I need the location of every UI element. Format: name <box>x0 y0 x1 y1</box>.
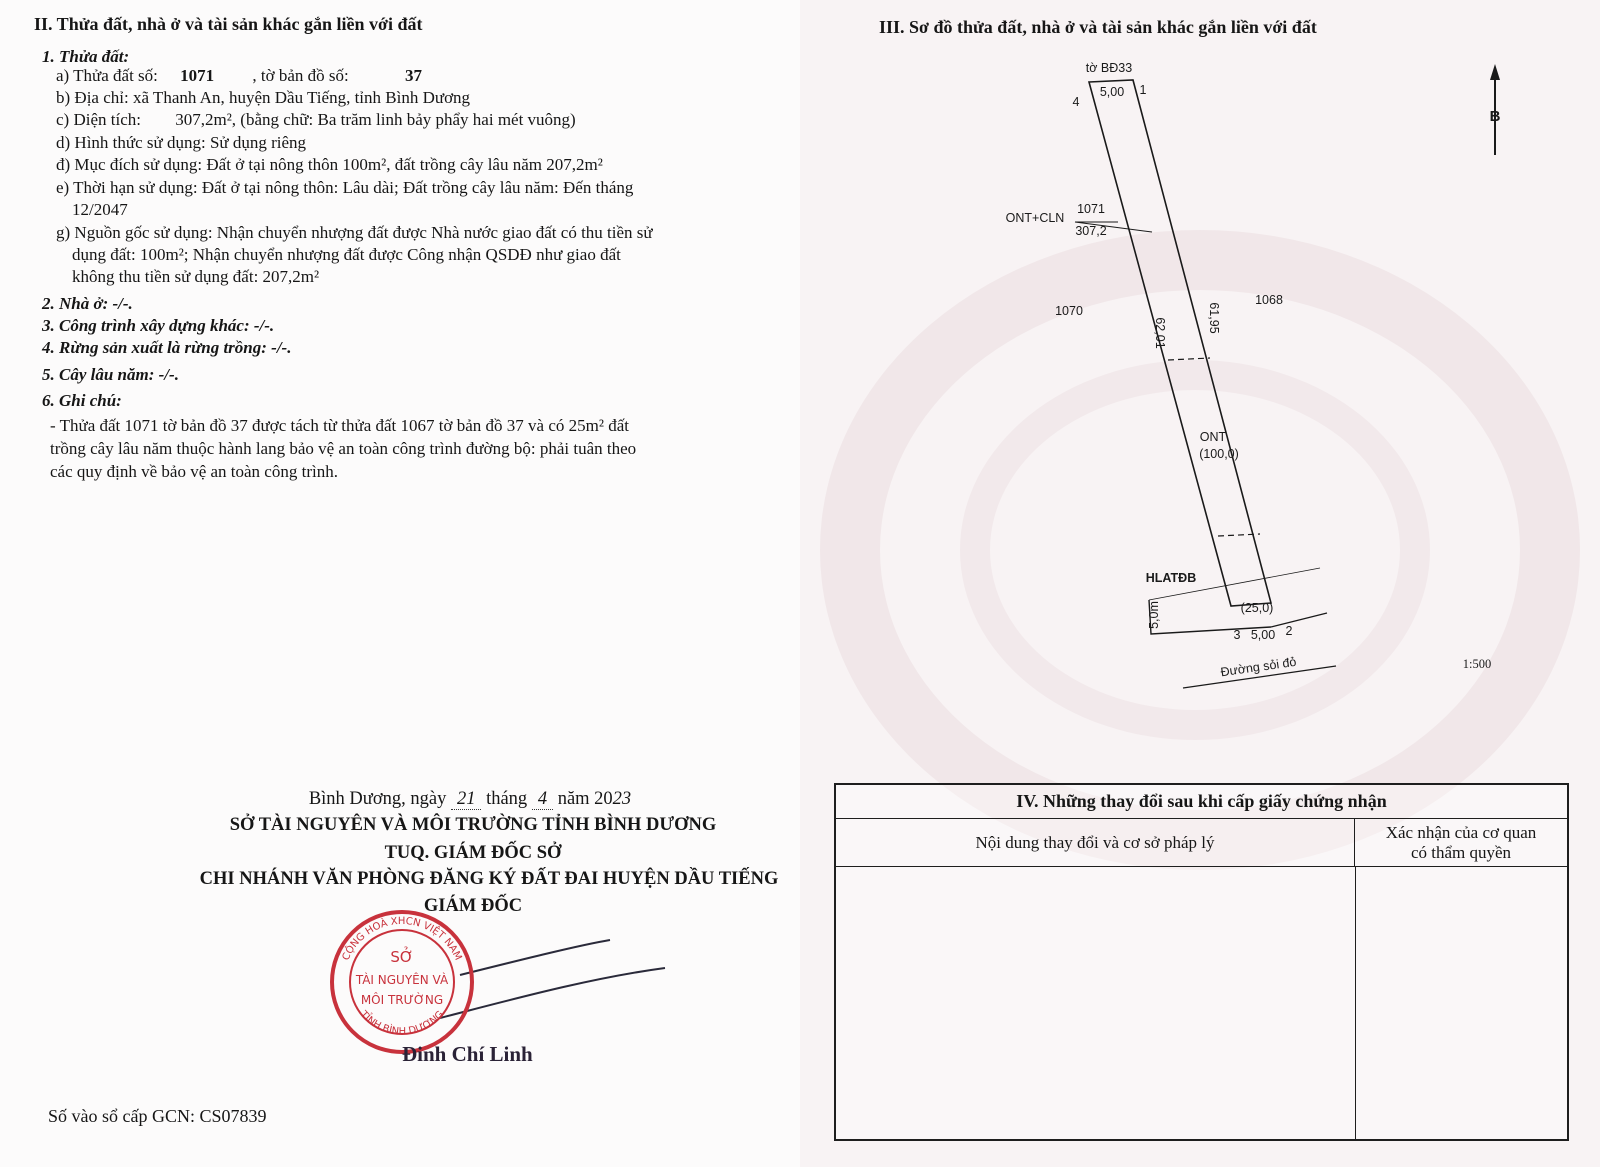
parcel-map <box>800 0 1600 700</box>
point-2-label: 2 <box>1285 624 1293 638</box>
seal-line-1: SỞ <box>390 948 414 966</box>
scale-label: 1:500 <box>1462 657 1492 671</box>
ont-area-label: (100,0) <box>1199 447 1239 461</box>
north-label: B <box>1489 108 1501 125</box>
date-month-label: tháng <box>486 789 528 809</box>
signer-name: Đinh Chí Linh <box>402 1042 533 1066</box>
signature-stroke-2 <box>440 968 665 1018</box>
ont-label: ONT <box>1199 430 1227 444</box>
road-label: Đường sỏi đỏ <box>1219 654 1298 680</box>
column-authority-confirmation <box>1355 819 1567 867</box>
address-line: b) Địa chỉ: xã Thanh An, huyện Dầu Tiếng, tỉnh Bình Dương <box>56 88 471 107</box>
usage-form-line: d) Hình thức sử dụng: Sử dụng riêng <box>56 133 307 152</box>
column-authority-line-2: có thẩm quyền <box>1410 843 1512 862</box>
corridor-label: HLATĐB <box>1145 571 1197 585</box>
point-4-label: 4 <box>1072 95 1080 109</box>
usage-purpose-line: đ) Mục đích sử dụng: Đất ở tại nông thôn 100m², đất trồng cây lâu năm 207,2m² <box>56 155 603 174</box>
table-column-divider <box>1355 867 1356 1139</box>
parcel-line <box>56 66 422 86</box>
sheet-ref-label: tờ BĐ33 <box>1085 61 1133 75</box>
perennial-line: 5. Cây lâu năm: -/-. <box>42 365 179 384</box>
column-change-content: Nội dung thay đổi và cơ sở pháp lý <box>836 819 1355 867</box>
left-neighbor-label: 1070 <box>1055 304 1083 318</box>
column-authority-line-1: Xác nhận của cơ quan <box>1385 823 1537 842</box>
house-line: 2. Nhà ở: -/-. <box>42 294 133 313</box>
seal-line-3: MÔI TRƯỜNG <box>360 993 444 1007</box>
area-value: 307,2m², (bằng chữ: Ba trăm linh bảy phẩy hai mét vuông) <box>175 110 576 129</box>
point-3-label: 3 <box>1233 628 1241 642</box>
branch-name: CHI NHÁNH VĂN PHÒNG ĐĂNG KÝ ĐẤT ĐAI HUYỆN DẦU TIẾNG <box>199 869 779 889</box>
changes-table <box>834 783 1569 1141</box>
section3-title: III. Sơ đồ thửa đất, nhà ở và tài sản khác gắn liền với đất <box>879 17 1317 37</box>
on-behalf-title: TUQ. GIÁM ĐỐC SỞ <box>384 843 562 863</box>
parcel-area-label: 307,2 <box>1075 224 1107 238</box>
parcel-type-label: ONT+CLN <box>1005 211 1065 225</box>
area-line <box>56 110 576 130</box>
parcel-label: a) Thửa đất số: <box>56 66 158 85</box>
point-1-label: 1 <box>1139 83 1147 97</box>
note-line-2: trồng cây lâu năm thuộc hành lang bảo vệ an toàn công trình đường bộ: phải tuân theo <box>50 439 637 458</box>
area-label: c) Diện tích: <box>56 110 141 129</box>
ont-top-dashed <box>1168 358 1210 360</box>
changes-table-title: IV. Những thay đổi sau khi cấp giấy chứng nhận <box>836 785 1567 819</box>
parcel-number-label: 1071 <box>1077 202 1105 216</box>
date-month: 4 <box>532 789 553 810</box>
note-line-3: các quy định về bảo vệ an toàn công trình. <box>50 462 338 481</box>
usage-term-line-2: 12/2047 <box>72 200 128 219</box>
construction-line: 3. Công trình xây dựng khác: -/-. <box>42 316 275 335</box>
forest-line: 4. Rừng sản xuất là rừng trồng: -/-. <box>42 338 292 357</box>
date-day: 21 <box>451 789 482 810</box>
origin-line-1: g) Nguồn gốc sử dụng: Nhận chuyển nhượng đất được Nhà nước giao đất có thu tiền sử <box>56 223 653 242</box>
signature-stroke-1 <box>460 940 610 975</box>
red-seal <box>332 912 472 1052</box>
origin-line-3: không thu tiền sử dụng đất: 207,2m² <box>72 267 320 286</box>
right-neighbor-label: 1068 <box>1255 293 1283 307</box>
corridor-area-label: (25,0) <box>1240 601 1274 615</box>
usage-term-line-1: e) Thời hạn sử dụng: Đất ở tại nông thôn: Lâu dài; Đất trồng cây lâu năm: Đến tháng <box>56 178 634 197</box>
corridor-road-edge <box>1271 613 1327 627</box>
seal-line-2: TÀI NGUYÊN VÀ <box>355 973 449 987</box>
right-side-length: 61,95 <box>1207 302 1221 334</box>
bottom-width-label: 5,00 <box>1250 628 1276 642</box>
section2-title: II. Thửa đất, nhà ở và tài sản khác gắn liền với đất <box>34 14 423 34</box>
north-arrow-head <box>1490 64 1500 80</box>
map-sheet-number: 37 <box>405 66 423 85</box>
map-sheet-label: , tờ bản đồ số: <box>252 66 349 85</box>
note-line-1: - Thửa đất 1071 tờ bản đồ 37 được tách từ thửa đất 1067 tờ bản đồ 37 và có 25m² đất <box>50 416 629 435</box>
land-heading: 1. Thửa đất: <box>42 47 130 66</box>
agency-name: SỞ TÀI NGUYÊN VÀ MÔI TRƯỜNG TỈNH BÌNH DƯƠNG <box>229 815 717 835</box>
seal-bottom-text: TỈNH BÌNH DƯƠNG <box>357 1009 447 1038</box>
parcel-number: 1071 <box>180 66 215 85</box>
left-side-length: 62,01 <box>1153 317 1167 349</box>
date-line <box>120 789 820 810</box>
seal-top-text: CỘNG HOÀ XHCN VIỆT NAM <box>340 915 464 963</box>
signer-role: GIÁM ĐỐC <box>423 896 523 916</box>
notes-heading: 6. Ghi chú: <box>42 391 122 410</box>
date-year-label: năm 20 <box>557 789 613 809</box>
date-year: 23 <box>612 789 632 809</box>
parcel-outline <box>1089 80 1271 606</box>
certificate-number: Số vào sổ cấp GCN: CS07839 <box>48 1106 267 1126</box>
origin-line-2: dụng đất: 100m²; Nhận chuyển nhượng đất được Công nhận QSDĐ như giao đất <box>72 245 621 264</box>
corridor-depth-label: 5,0m <box>1147 601 1161 629</box>
top-width-label: 5,00 <box>1099 85 1125 99</box>
date-place: Bình Dương, ngày <box>308 789 447 809</box>
